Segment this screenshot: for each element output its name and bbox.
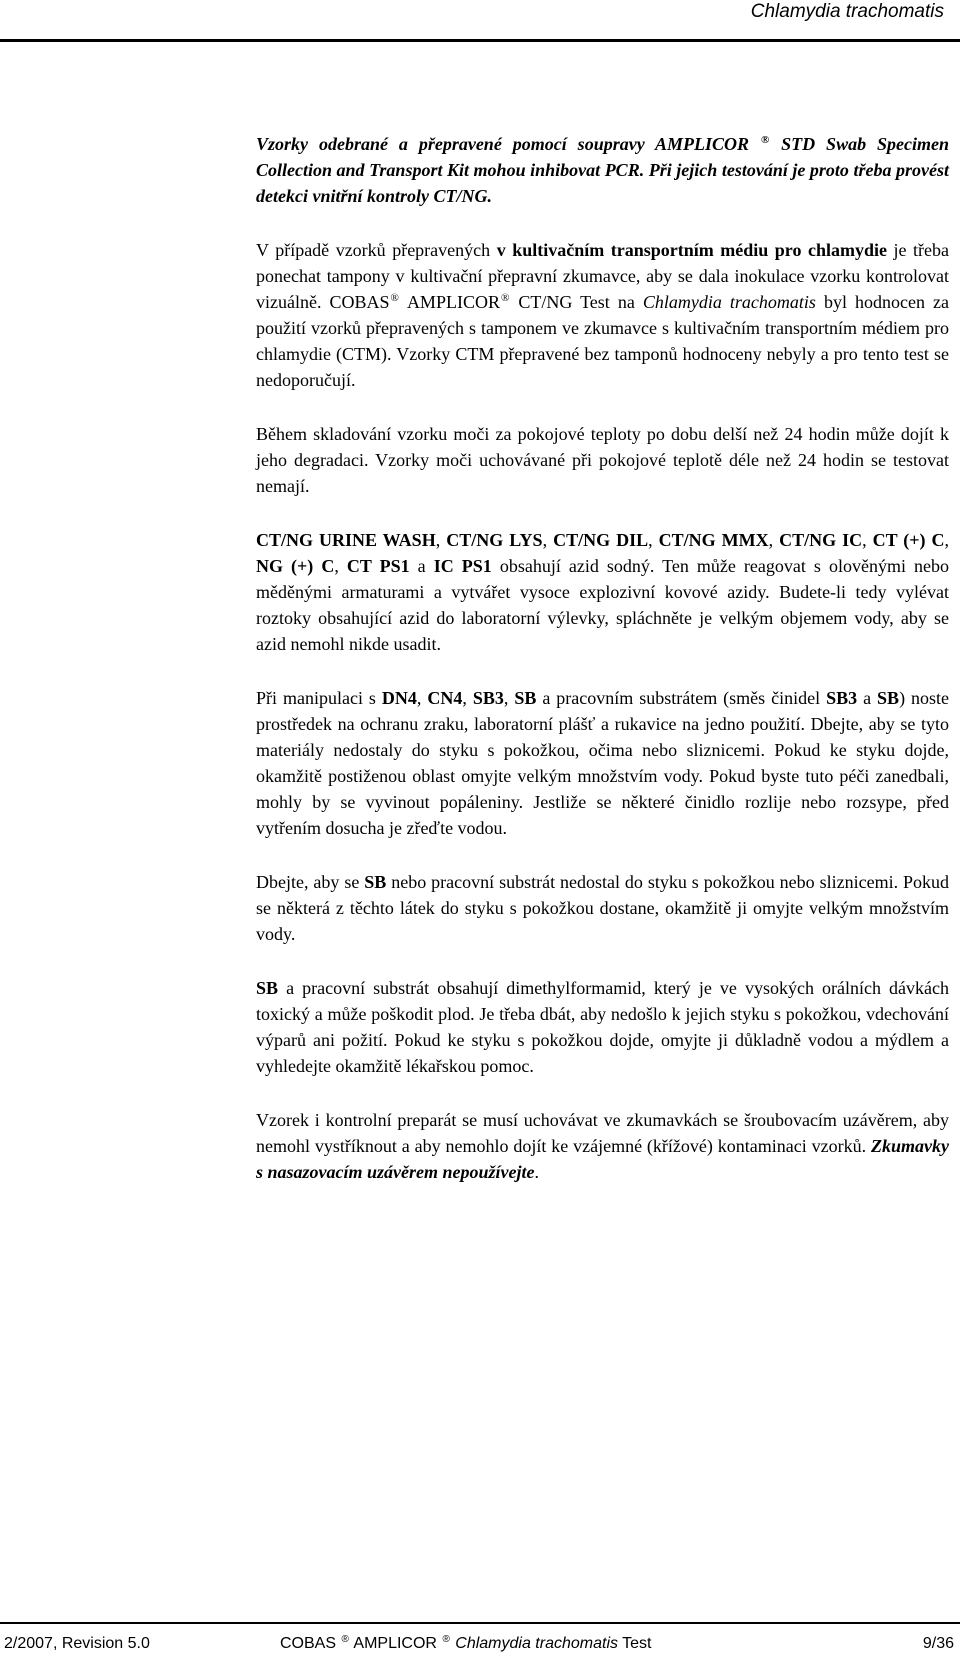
text-span: AMPLICOR bbox=[406, 292, 500, 312]
reagent-name: NG (+) C bbox=[256, 556, 335, 576]
text-span: Vzorky odebrané a přepravené pomocí soupravy AMPLICOR bbox=[256, 134, 749, 154]
page-number: 9/36 bbox=[922, 1635, 954, 1652]
registered-mark: ® bbox=[500, 292, 510, 304]
paragraph-skin-contact bbox=[256, 869, 949, 947]
text-span: Během skladování vzorku moči za pokojové teploty po dobu delší než 24 hodin může dojít k jeho degradaci. Vzorky moči uchovávané při pokojové teplotě déle než 24 hodin se testovat nemají. bbox=[256, 424, 949, 496]
reagent-name: CT PS1 bbox=[346, 556, 410, 576]
registered-mark: ® bbox=[390, 292, 399, 304]
footer-product-title bbox=[280, 1629, 652, 1659]
text-span: ) noste prostředek na ochranu zraku, laboratorní plášť a rukavice na jedno použití. Dbejte, aby se tyto materiály nedostaly do styku s pokožkou, očima nebo sliznicemi. Pokud ke styku dojde, okamžitě postiženou oblast omyjte velkým množstvím vody. Pokud byste tuto péči zanedbali, mohly by se vyvinout popáleniny. Jestliže se některé činidlo rozlije nebo rozsype, před vytřením dosucha je zřeďte vodou. bbox=[256, 688, 950, 838]
paragraph-ctm-transport bbox=[256, 237, 949, 393]
reagent-name: CT (+) C bbox=[872, 530, 945, 550]
text-span: byl hodnocen za použití vzorků přepravených s tamponem ve zkumavce s kultivačním transportním médiem pro chlamydie (CTM). Vzorky CTM přepravené bez tamponů hodnoceny nebyly a pro tento test se nedoporučují. bbox=[256, 292, 950, 390]
paragraph-urine-storage bbox=[256, 421, 949, 499]
reagent-name: CT/NG URINE WASH bbox=[256, 530, 436, 550]
reagent-name: SB bbox=[364, 872, 387, 892]
reagent-name: CT/NG DIL bbox=[553, 530, 649, 550]
reagent-name: SB3 bbox=[826, 688, 858, 708]
text-span: CT/NG Test na bbox=[518, 292, 635, 312]
registered-mark: ® bbox=[341, 1634, 349, 1645]
paragraph-sodium-azide: CT/NG URINE WASH, CT/NG LYS, CT/NG DIL, CT/NG MMX, CT/NG IC, CT (+) C, NG (+) C, CT PS1 a IC PS1 obsahují azid sodný. Ten může reagovat s olověnými nebo měděnými armaturami a vytvářet vysoce explozivní kovové azidy. Budete-li tedy vylévat roztoky obsahující azid do laboratorní výlevky, spláchněte je velkým objemem vody, aby se azid nemohl nikde usadit. bbox=[256, 530, 950, 654]
reagent-name: SB bbox=[514, 688, 537, 708]
text-span: Test bbox=[622, 1635, 652, 1652]
footer-divider bbox=[0, 1622, 960, 1624]
reagent-name: CT/NG IC bbox=[779, 530, 863, 550]
emphasis-warning: Zkumavky s nasazovacím uzávěrem nepoužívejte bbox=[256, 1136, 950, 1182]
text-span: Vzorek i kontrolní preparát se musí uchovávat ve zkumavkách se šroubovacím uzávěrem, aby nemohl vystříknout a aby nemohlo dojít ke vzájemné (křížové) kontaminaci vzorků. bbox=[256, 1110, 949, 1156]
text-span: Dbejte, aby se bbox=[256, 872, 360, 892]
text-span: a pracovní substrát obsahují dimethylformamid, který je ve vysokých orálních dávkách toxický a může poškodit plod. Je třeba dbát, aby nedošlo k jejich styku s pokožkou, vdechování výparů ani požití. Pokud ke styku s pokožkou dojde, omyjte ji důkladně vodou a mýdlem a vyhledejte okamžitě lékařskou pomoc. bbox=[256, 978, 950, 1076]
reagent-name: SB bbox=[877, 688, 900, 708]
reagent-name: SB bbox=[256, 978, 279, 998]
reagent-name: IC PS1 bbox=[433, 556, 492, 576]
reagent-name: CN4 bbox=[427, 688, 463, 708]
paragraph-swab-warning bbox=[256, 131, 949, 209]
text-span: a pracovním substrátem (směs činidel bbox=[542, 688, 821, 708]
text-span: obsahují azid sodný. Ten může reagovat s olověnými nebo měděnými armaturami a vytvářet vysoce explozivní kovové azidy. Budete-li tedy vylévat roztoky obsahující azid do laboratorní výlevky, spláchněte je velkým objemem vody, aby se azid nemohl nikde usadit. bbox=[256, 556, 950, 654]
registered-mark: ® bbox=[760, 134, 770, 146]
text-span: je třeba ponechat tampony v kultivační přepravní zkumavce, aby se dala inokulace vzorku kontrolovat vizuálně. COBAS bbox=[256, 240, 950, 312]
reagent-name: DN4 bbox=[381, 688, 417, 708]
paragraph-dimethylformamide bbox=[256, 975, 949, 1079]
paragraph-handling-precautions: Při manipulaci s DN4, CN4, SB3, SB a pracovním substrátem (směs činidel SB3 a SB) noste prostředek na ochranu zraku, laboratorní plášť a rukavice na jedno použití. Dbejte, aby se tyto materiály nedostaly do styku s pokožkou, očima nebo sliznicemi. Pokud ke styku dojde, okamžitě postiženou oblast omyjte velkým množstvím vody. Pokud byste tuto péči zanedbali, mohly by se vyvinout popáleniny. Jestliže se některé činidlo rozlije nebo rozsype, před vytřením dosucha je zřeďte vodou. bbox=[256, 688, 950, 838]
reagent-name: CT/NG LYS bbox=[446, 530, 543, 550]
organism-name: Chlamydia trachomatis bbox=[455, 1635, 618, 1652]
page-footer bbox=[0, 1629, 960, 1659]
header-divider bbox=[0, 39, 960, 42]
paragraph-screw-cap-tubes bbox=[256, 1107, 949, 1185]
text-span: COBAS bbox=[280, 1635, 337, 1652]
text-span: Při manipulaci s bbox=[256, 688, 376, 708]
footer-revision: 2/2007, Revision 5.0 bbox=[4, 1635, 150, 1652]
text-span: V případě vzorků přepravených bbox=[256, 240, 491, 260]
bold-term: v kultivačním transportním médiu pro chlamydie bbox=[496, 240, 887, 260]
running-header-title: Chlamydia trachomatis bbox=[750, 1, 944, 22]
registered-mark: ® bbox=[442, 1634, 450, 1645]
text-span: a bbox=[417, 556, 426, 576]
text-span: AMPLICOR bbox=[353, 1635, 437, 1652]
text-span: nebo pracovní substrát nedostal do styku s pokožkou nebo sliznicemi. Pokud se některá z těchto látek do styku s pokožkou dostane, okamžitě ji omyjte velkým množstvím vody. bbox=[256, 872, 950, 944]
organism-name: Chlamydia trachomatis bbox=[642, 292, 816, 312]
text-span: STD Swab Specimen Collection and Transport Kit mohou inhibovat PCR. Při jejich testování je proto třeba provést detekci vnitřní kontroly CT/NG. bbox=[256, 134, 950, 206]
document-body bbox=[256, 131, 949, 1213]
text-span: . bbox=[534, 1162, 539, 1182]
text-span: a bbox=[863, 688, 872, 708]
reagent-name: SB3 bbox=[472, 688, 504, 708]
reagent-name: CT/NG MMX bbox=[658, 530, 769, 550]
